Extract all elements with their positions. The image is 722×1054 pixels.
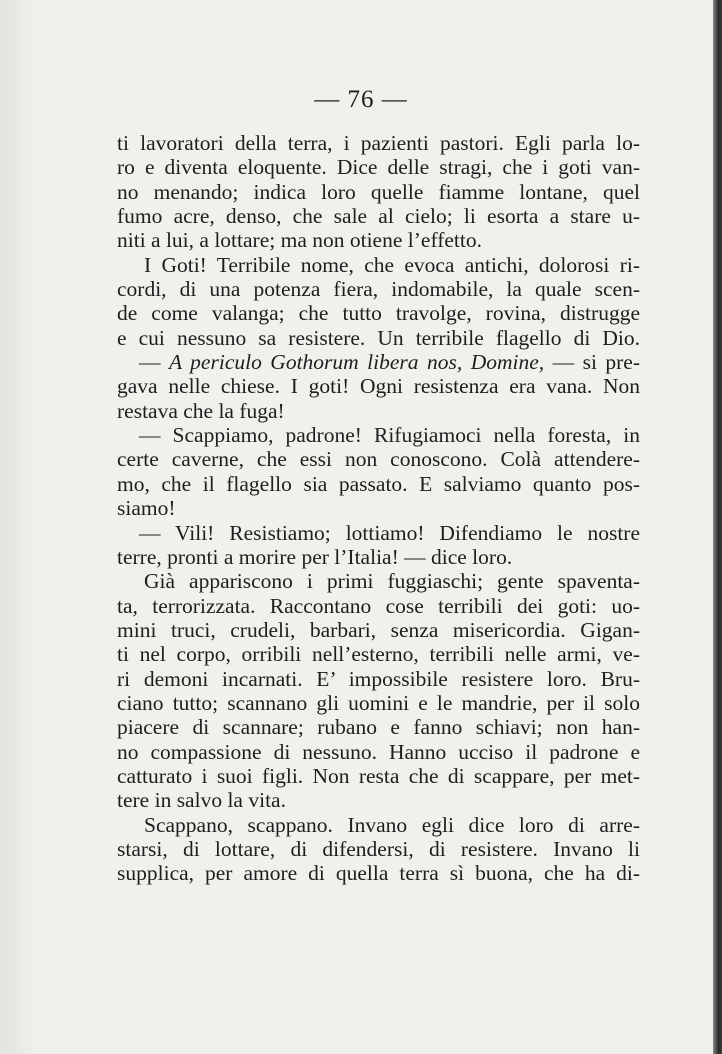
text-line: piacere di scannare; rubano e fanno schiavi; non han- [117,715,640,740]
text-line: mo, che il flagello sia passato. E salviamo quanto pos- [117,471,640,496]
text-line: Già appariscono i primi fuggiaschi; gente spaventa- [144,569,640,594]
text-line: ri demoni incarnati. E’ impossibile resistere loro. Bru- [117,666,640,691]
text-line: starsi, di lottare, di difendersi, di resistere. Invano li [117,836,640,861]
text-line: cordi, di una potenza fiera, indomabile, la quale scen- [117,277,640,302]
text-line: no menando; indica loro quelle fiamme lontane, quel [117,179,640,204]
page-number: — 76 — [314,86,408,113]
text-line: no compassione di nessuno. Hanno ucciso il padrone e [117,739,640,764]
text-line: certe caverne, che essi non conoscono. Colà attendere- [117,447,640,472]
quote-rest: — si pre- [544,350,640,375]
text-line: terre, pronti a morire per l’Italia! — dice loro. [117,544,513,569]
text-line: gava nelle chiese. I goti! Ogni resistenza era vana. Non [117,374,640,399]
text-line: ro e diventa eloquente. Dice delle stragi, che i goti van- [117,155,640,180]
dash: — [139,350,169,375]
latin-quote: A periculo Gothorum libera nos, Domine, [168,350,545,375]
text-line: fumo acre, denso, che sale al cielo; li esorta a stare u- [117,204,640,229]
text-line: de come valanga; che tutto travolge, rovina, distrugge [117,301,640,326]
text-line: ciano tutto; scannano gli uomini e le mandrie, per il solo [117,690,640,715]
text-line: niti a lui, a lottare; ma non otiene l’effetto. [117,228,482,253]
text-line: — Vili! Resistiamo; lottiamo! Difendiamo le nostre [139,520,640,545]
text-line: ta, terrorizzata. Raccontano cose terribili dei goti: uo- [117,593,640,618]
text-line: catturato i suoi figli. Non resta che di scappare, per met- [117,763,640,788]
text-line: ti nel corpo, orribili nell’esterno, terribili nelle armi, ve- [117,642,640,667]
text-line: restava che la fuga! [117,398,285,423]
page-shadow [0,0,40,1054]
text-line: I Goti! Terribile nome, che evoca antichi, dolorosi ri- [144,252,640,277]
book-spine-edge [713,0,722,1054]
text-line: — Scappiamo, padrone! Rifugiamoci nella foresta, in [139,423,640,448]
text-line-quote [117,350,640,374]
text-line: Scappano, scappano. Invano egli dice loro di arre- [144,812,640,837]
text-line: supplica, per amore di quella terra sì buona, che ha di- [117,861,640,886]
text-line: siamo! [117,496,176,521]
text-line: e cui nessuno sa resistere. Un terribile flagello di Dio. [117,325,640,350]
body-text [117,131,640,886]
text-line: mini truci, crudeli, barbari, senza misericordia. Gigan- [117,617,640,642]
text-line: ti lavoratori della terra, i pazienti pastori. Egli parla lo- [117,131,640,155]
text-line: tere in salvo la vita. [117,788,286,813]
